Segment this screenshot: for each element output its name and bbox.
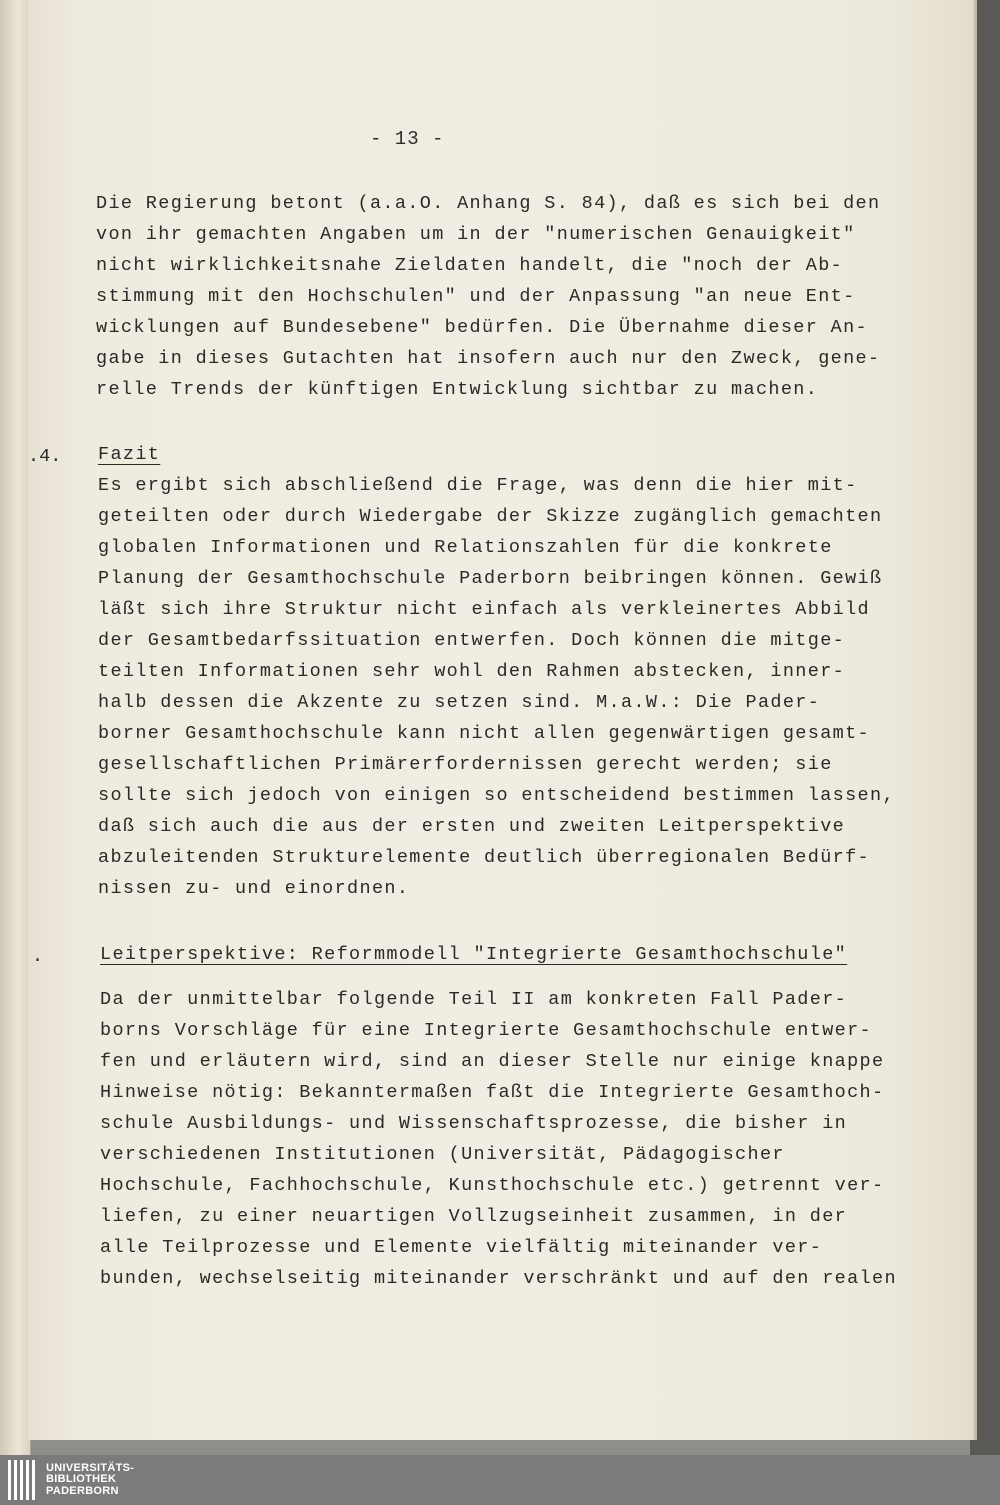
text-line: geteilten oder durch Wiedergabe der Skizze zugänglich gemachten	[98, 506, 883, 527]
text-line: fen und erläutern wird, sind an dieser Stelle nur einige knappe	[100, 1051, 885, 1072]
text-line: liefen, zu einer neuartigen Vollzugseinheit zusammen, in der	[100, 1206, 848, 1227]
heading-fazit: Fazit	[98, 444, 161, 465]
previous-page-edge	[0, 0, 31, 1455]
text-line: wicklungen auf Bundesebene" bedürfen. Die Übernahme dieser An-	[96, 317, 869, 338]
text-line: gesellschaftlichen Primärerfordernissen gerecht werden; sie	[98, 754, 833, 775]
document-page	[28, 0, 973, 1440]
text-line: gabe in dieses Gutachten hat insofern auch nur den Zweck, gene-	[96, 348, 881, 369]
scan-background	[970, 0, 1000, 1455]
footer-bar	[0, 1455, 1000, 1505]
text-line: nicht wirklichkeitsnahe Zieldaten handelt, die "noch der Ab-	[96, 255, 844, 276]
library-name	[46, 1463, 134, 1498]
library-name-line: BIBLIOTHEK	[46, 1473, 117, 1486]
text-line: sollte sich jedoch von einigen so entscheidend bestimmen lassen,	[98, 785, 895, 806]
heading-leitperspektive: Leitperspektive: Reformmodell "Integrierte Gesamthochschule"	[100, 944, 848, 965]
text-line: läßt sich ihre Struktur nicht einfach als verkleinertes Abbild	[98, 599, 871, 620]
text-line: Planung der Gesamthochschule Paderborn beibringen können. Gewiß	[98, 568, 883, 589]
paragraph-regierung	[96, 188, 880, 405]
page-number: - 13 -	[370, 128, 445, 150]
text-line: nissen zu- und einordnen.	[98, 878, 410, 899]
text-line: stimmung mit den Hochschulen" und der Anpassung "an neue Ent-	[96, 286, 856, 307]
text-line: globalen Informationen und Relationszahlen für die konkrete	[98, 537, 833, 558]
text-line: alle Teilprozesse und Elemente vielfältig miteinander ver-	[100, 1237, 823, 1258]
text-line: Hochschule, Fachhochschule, Kunsthochschule etc.) getrennt ver-	[100, 1175, 885, 1196]
text-line: halb dessen die Akzente zu setzen sind. M.a.W.: Die Pader-	[98, 692, 821, 713]
paragraph-leitperspektive	[100, 984, 897, 1294]
text-line: Hinweise nötig: Bekanntermaßen faßt die Integrierte Gesamthoch-	[100, 1082, 885, 1103]
text-line: Es ergibt sich abschließend die Frage, was denn die hier mit-	[98, 475, 858, 496]
text-line: teilten Informationen sehr wohl den Rahmen abstecken, inner-	[98, 661, 846, 682]
text-line: borner Gesamthochschule kann nicht allen gegenwärtigen gesamt-	[98, 723, 871, 744]
text-line: Die Regierung betont (a.a.O. Anhang S. 84), daß es sich bei den	[96, 193, 881, 214]
paragraph-fazit	[98, 470, 895, 904]
text-line: der Gesamtbedarfssituation entwerfen. Doch können die mitge-	[98, 630, 846, 651]
text-line: Da der unmittelbar folgende Teil II am konkreten Fall Pader-	[100, 989, 848, 1010]
text-line: borns Vorschläge für eine Integrierte Gesamthochschule entwer-	[100, 1020, 873, 1041]
text-line: relle Trends der künftigen Entwicklung sichtbar zu machen.	[96, 379, 819, 400]
library-logo-icon	[6, 1458, 40, 1502]
library-logo	[6, 1457, 134, 1503]
library-name-line: UNIVERSITÄTS-	[46, 1461, 135, 1474]
text-line: verschiedenen Institutionen (Universität, Pädagogischer	[100, 1144, 785, 1165]
text-line: schule Ausbildungs- und Wissenschaftsprozesse, die bisher in	[100, 1113, 848, 1134]
section-number-fazit: .4.	[28, 446, 62, 467]
text-line: von ihr gemachten Angaben um in der "numerischen Genauigkeit"	[96, 224, 856, 245]
text-line: abzuleitenden Strukturelemente deutlich überregionalen Bedürf-	[98, 847, 871, 868]
section-number-leitperspektive: .	[32, 946, 44, 967]
text-line: daß sich auch die aus der ersten und zweiten Leitperspektive	[98, 816, 846, 837]
library-name-line: PADERBORN	[46, 1484, 119, 1497]
text-line: bunden, wechselseitig miteinander verschränkt und auf den realen	[100, 1268, 897, 1289]
